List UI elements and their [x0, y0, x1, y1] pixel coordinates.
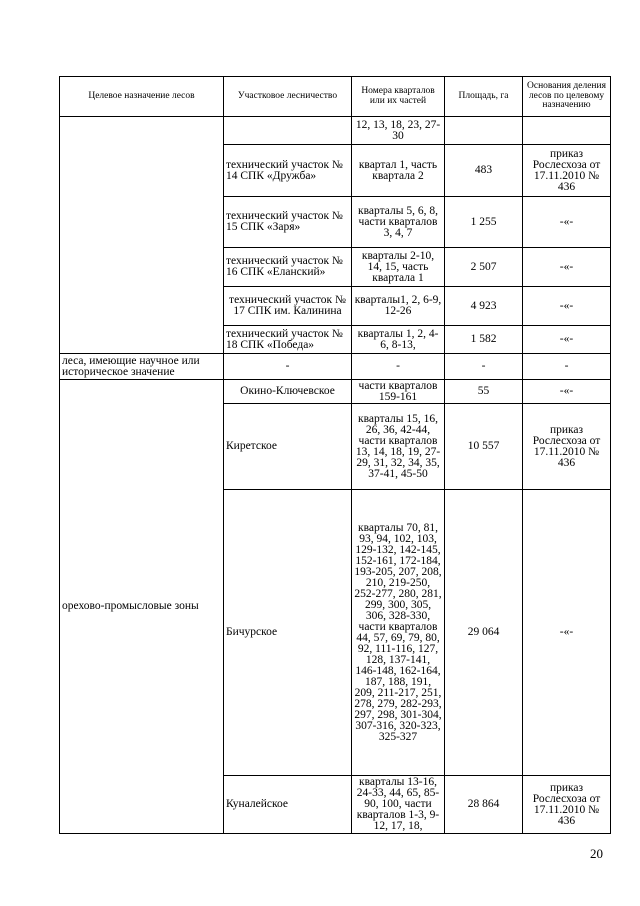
area-cell: 2 507 — [445, 248, 523, 287]
header-basis: Основания деления лесов по целевому назначению — [523, 77, 611, 117]
area-cell: 1 582 — [445, 326, 523, 354]
forestry-cell: Киретское — [224, 404, 352, 490]
basis-cell: -«- — [523, 326, 611, 354]
basis-cell: приказ Рослесхоза от 17.11.2010 № 436 — [523, 776, 611, 834]
page-number: 20 — [590, 846, 603, 861]
quarters-cell: кварталы 5, 6, 8, части кварталов 3, 4, 7 — [352, 197, 445, 248]
forestry-cell: - — [224, 354, 352, 380]
area-cell: 28 864 — [445, 776, 523, 834]
purpose-cell-empty — [60, 117, 224, 354]
header-quarters: Номера кварталов или их частей — [352, 77, 445, 117]
quarters-cell: кварталы 15, 16, 26, 36, 42-44, части кварталов 13, 14, 18, 19, 27-29, 31, 32, 34, 35, 37-41, 45-50 — [352, 404, 445, 490]
forest-purpose-table — [59, 76, 611, 834]
area-cell: 29 064 — [445, 490, 523, 776]
quarters-cell: кварталы 13-16, 24-33, 44, 65, 85-90, 100, части кварталов 1-3, 9-12, 17, 18, — [352, 776, 445, 834]
forestry-cell: технический участок № 18 СПК «Победа» — [224, 326, 352, 354]
quarters-cell: - — [352, 354, 445, 380]
forestry-cell — [224, 117, 352, 145]
quarters-cell: кварталы1, 2, 6-9, 12-26 — [352, 287, 445, 326]
forestry-cell: технический участок № 15 СПК «Заря» — [224, 197, 352, 248]
table-row — [60, 117, 611, 145]
table-row — [60, 380, 611, 404]
area-cell: 4 923 — [445, 287, 523, 326]
forestry-cell: технический участок № 16 СПК «Еланский» — [224, 248, 352, 287]
basis-cell: приказ Рослесхоза от 17.11.2010 № 436 — [523, 145, 611, 197]
forestry-cell: технический участок № 17 СПК им. Калинина — [224, 287, 352, 326]
header-area: Площадь, га — [445, 77, 523, 117]
area-cell: 55 — [445, 380, 523, 404]
basis-cell: приказ Рослесхоза от 17.11.2010 № 436 — [523, 404, 611, 490]
quarters-cell: кварталы 2-10, 14, 15, часть квартала 1 — [352, 248, 445, 287]
purpose-cell: орехово-промысловые зоны — [60, 380, 224, 834]
forestry-cell: Бичурское — [224, 490, 352, 776]
area-cell: 1 255 — [445, 197, 523, 248]
table-row — [60, 354, 611, 380]
quarters-cell: 12, 13, 18, 23, 27-30 — [352, 117, 445, 145]
quarters-cell: квартал 1, часть квартала 2 — [352, 145, 445, 197]
basis-cell: -«- — [523, 490, 611, 776]
forestry-cell: Куналейское — [224, 776, 352, 834]
basis-cell: -«- — [523, 197, 611, 248]
basis-cell — [523, 117, 611, 145]
quarters-cell: кварталы 1, 2, 4-6, 8-13, — [352, 326, 445, 354]
quarters-cell: кварталы 70, 81, 93, 94, 102, 103, 129-132, 142-145, 152-161, 172-184, 193-205, 207, 208, 210, 219-250, 252-277, 280, 281, 299, 300, 305, 306, 328-330, части кварталов 44, 57, 69, 79, 80, 92, 111-116, 127, 128, 137-141, 146-148, 162-164, 187, 188, 191, 209, 211-217, 251, 278, 279, 282-293, 297, 298, 301-304, 307-316, 320-323, 325-327 — [352, 490, 445, 776]
forestry-cell: технический участок № 14 СПК «Дружба» — [224, 145, 352, 197]
basis-cell: -«- — [523, 287, 611, 326]
basis-cell: -«- — [523, 248, 611, 287]
forestry-cell: Окино-Ключевское — [224, 380, 352, 404]
quarters-cell: части кварталов 159-161 — [352, 380, 445, 404]
table-header-row — [60, 77, 611, 117]
area-cell: - — [445, 354, 523, 380]
basis-cell: -«- — [523, 380, 611, 404]
header-purpose: Целевое назначение лесов — [60, 77, 224, 117]
header-forestry: Участковое лесничество — [224, 77, 352, 117]
area-cell: 10 557 — [445, 404, 523, 490]
area-cell: 483 — [445, 145, 523, 197]
basis-cell: - — [523, 354, 611, 380]
purpose-cell: леса, имеющие научное или историческое значение — [60, 354, 224, 380]
area-cell — [445, 117, 523, 145]
